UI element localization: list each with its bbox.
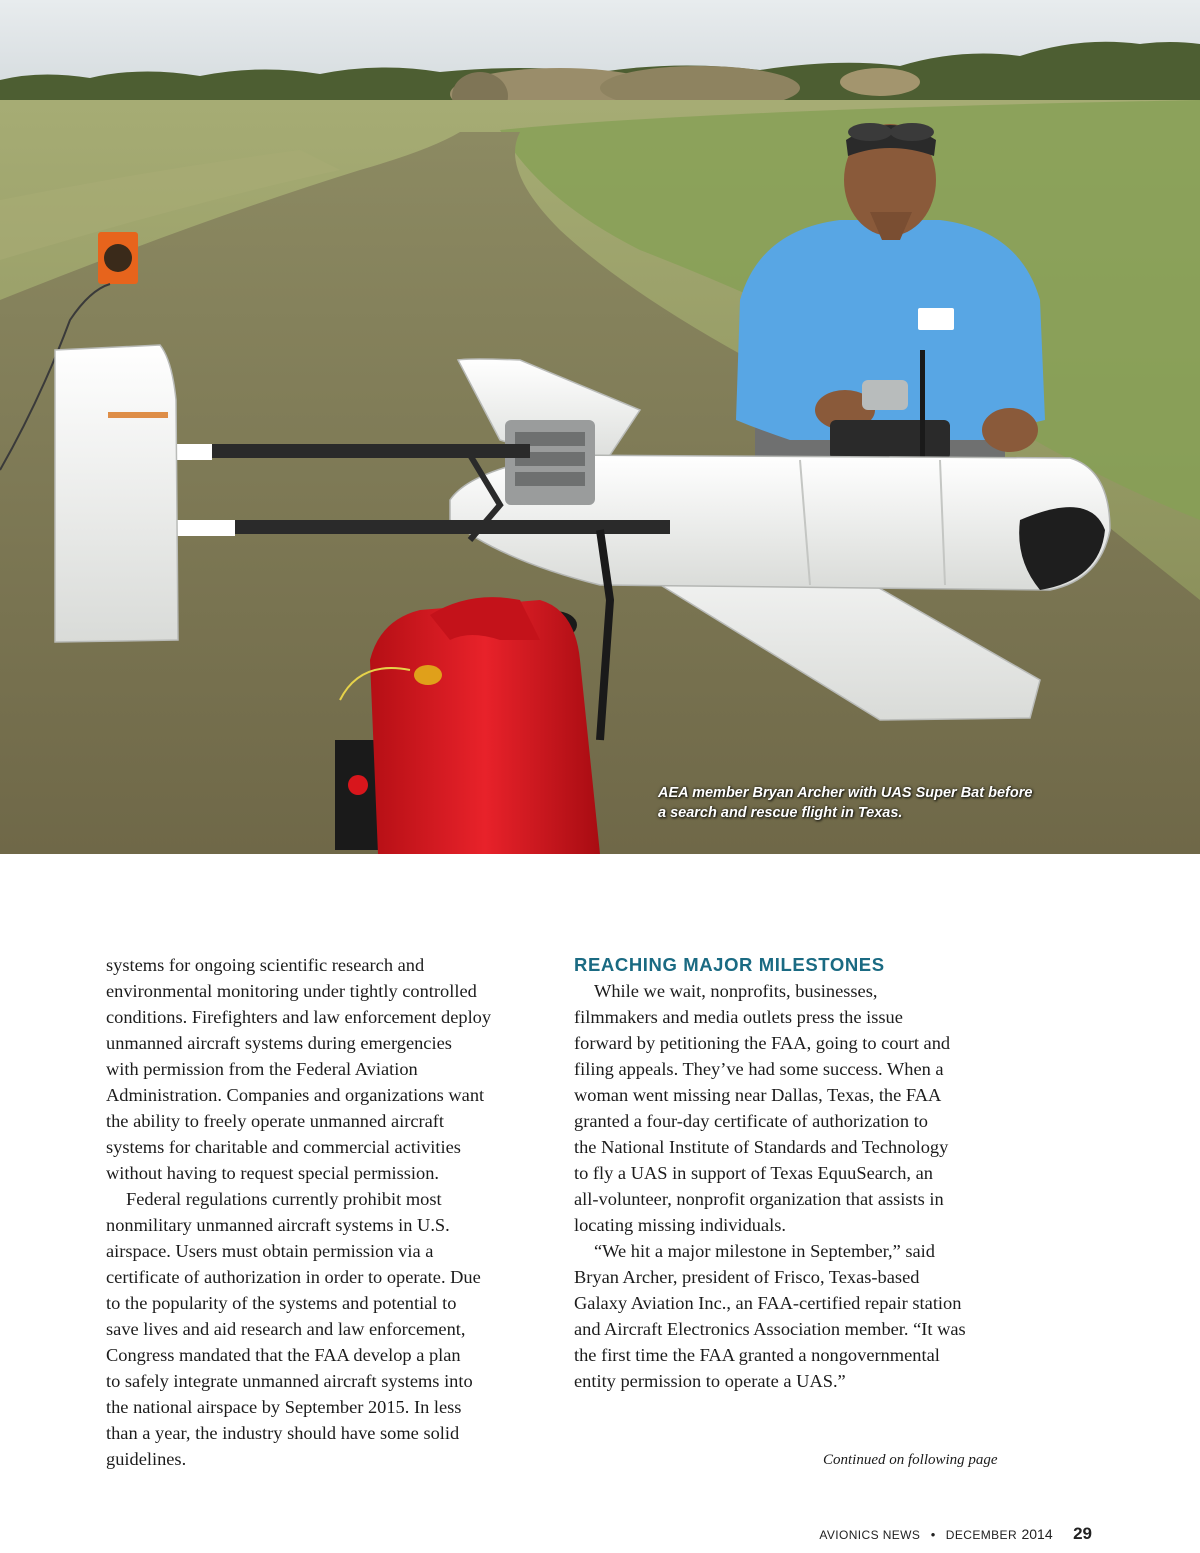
text-line: certificate of authorization in order to operate. Due bbox=[106, 1267, 481, 1287]
text-line: “We hit a major milestone in September,” said bbox=[594, 1241, 935, 1261]
text-line: woman went missing near Dallas, Texas, the FAA bbox=[574, 1085, 942, 1105]
text-line: nonmilitary unmanned aircraft systems in U.S. bbox=[106, 1215, 450, 1235]
bullet-separator: • bbox=[930, 1527, 936, 1542]
photo-caption bbox=[658, 783, 1078, 823]
text-line: systems for ongoing scientific research and bbox=[106, 955, 425, 975]
text-line: Bryan Archer, president of Frisco, Texas-based bbox=[574, 1267, 920, 1287]
text-line: conditions. Firefighters and law enforcement deploy bbox=[106, 1007, 492, 1027]
text-line: Administration. Companies and organizations want bbox=[106, 1085, 485, 1105]
issue-year: 2014 bbox=[1021, 1526, 1053, 1542]
section-heading: REACHING MAJOR MILESTONES bbox=[574, 954, 885, 975]
text-line: with permission from the Federal Aviation bbox=[106, 1059, 418, 1079]
continued-note: Continued on following page bbox=[823, 1452, 998, 1468]
text-line: Galaxy Aviation Inc., an FAA-certified repair station bbox=[574, 1293, 962, 1313]
text-line: without having to request special permission. bbox=[106, 1163, 440, 1183]
text-line: forward by petitioning the FAA, going to court and bbox=[574, 1033, 951, 1053]
text-line: all-volunteer, nonprofit organization that assists in bbox=[574, 1189, 944, 1209]
text-line: save lives and aid research and law enforcement, bbox=[106, 1319, 466, 1339]
text-line: the ability to freely operate unmanned aircraft bbox=[106, 1111, 445, 1131]
caption-line: a search and rescue flight in Texas. bbox=[658, 805, 903, 821]
text-line: Federal regulations currently prohibit most bbox=[126, 1189, 442, 1209]
issue-month: DECEMBER bbox=[945, 1528, 1018, 1542]
text-line: environmental monitoring under tightly controlled bbox=[106, 981, 477, 1001]
text-line: to safely integrate unmanned aircraft systems into bbox=[106, 1371, 473, 1391]
paragraph bbox=[574, 978, 1014, 1238]
text-line: airspace. Users must obtain permission via a bbox=[106, 1241, 434, 1261]
text-line: locating missing individuals. bbox=[574, 1215, 786, 1235]
text-line: systems for charitable and commercial activities bbox=[106, 1137, 461, 1157]
text-line: to the popularity of the systems and potential to bbox=[106, 1293, 457, 1313]
text-line: While we wait, nonprofits, businesses, bbox=[594, 981, 878, 1001]
right-column bbox=[574, 952, 1014, 1394]
text-line: the national airspace by September 2015. In less bbox=[106, 1397, 462, 1417]
paragraph bbox=[106, 952, 546, 1186]
paragraph bbox=[106, 1186, 546, 1472]
text-line: and Aircraft Electronics Association member. “It was bbox=[574, 1319, 966, 1339]
text-line: the first time the FAA granted a nongovernmental bbox=[574, 1345, 940, 1365]
text-line: than a year, the industry should have some solid bbox=[106, 1423, 460, 1443]
left-column bbox=[106, 952, 546, 1472]
publication-name: AVIONICS NEWS bbox=[819, 1528, 921, 1542]
paragraph bbox=[574, 1238, 1014, 1394]
page-number: 29 bbox=[1073, 1524, 1092, 1543]
text-line: guidelines. bbox=[106, 1449, 187, 1469]
text-line: the National Institute of Standards and Technology bbox=[574, 1137, 949, 1157]
text-line: granted a four-day certificate of authorization to bbox=[574, 1111, 928, 1131]
text-line: Congress mandated that the FAA develop a plan bbox=[106, 1345, 461, 1365]
page-footer bbox=[819, 1524, 1092, 1544]
text-line: filmmakers and media outlets press the issue bbox=[574, 1007, 903, 1027]
caption-line: AEA member Bryan Archer with UAS Super Bat before bbox=[658, 785, 1033, 801]
text-line: filing appeals. They’ve had some success. When a bbox=[574, 1059, 944, 1079]
text-line: entity permission to operate a UAS.” bbox=[574, 1371, 846, 1391]
text-line: to fly a UAS in support of Texas EquuSearch, an bbox=[574, 1163, 933, 1183]
text-line: unmanned aircraft systems during emergencies bbox=[106, 1033, 452, 1053]
